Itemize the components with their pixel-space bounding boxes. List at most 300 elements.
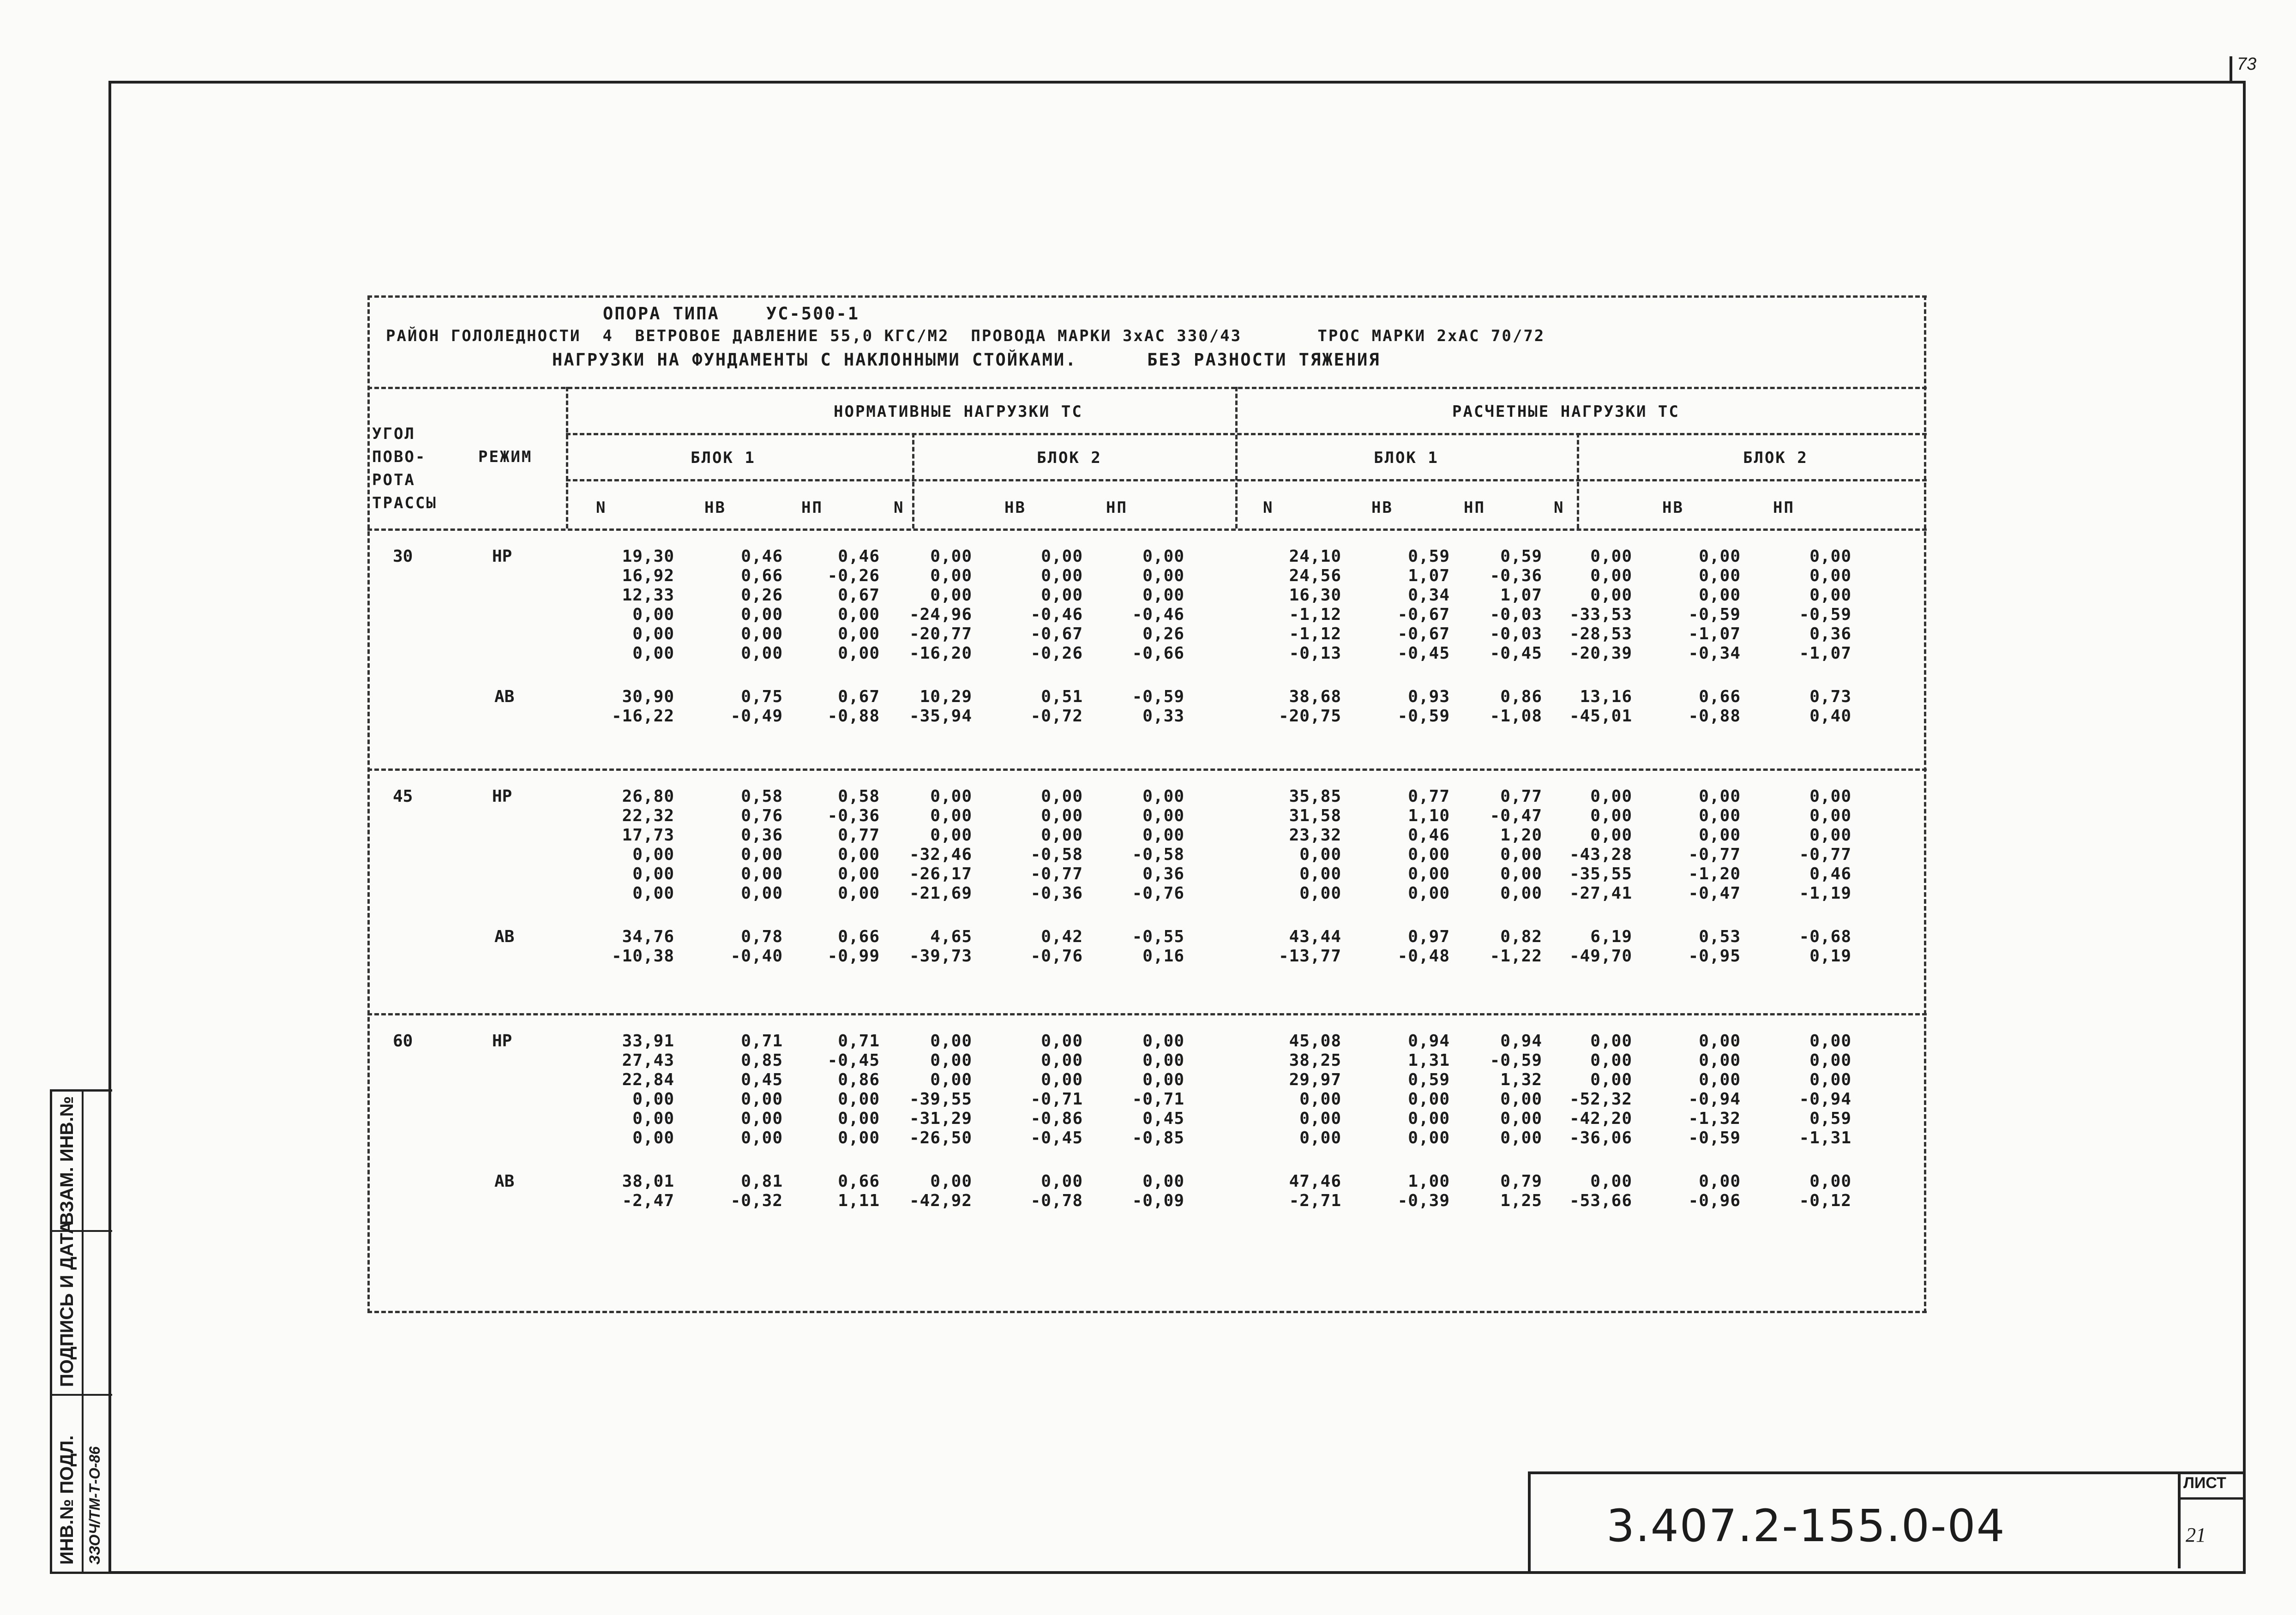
table-cell: -0,45	[1397, 644, 1450, 663]
table-cell: -0,32	[730, 1191, 783, 1210]
stamp-inv-podl-label: ИНВ.№ ПОДЛ.	[57, 1435, 77, 1565]
table-cell: 0,00	[930, 806, 972, 825]
table-cell: 24,10	[1289, 547, 1341, 566]
column-subheader: НВ	[1004, 498, 1026, 517]
table-cell: -0,34	[1688, 644, 1741, 663]
table-cell: -49,70	[1569, 947, 1632, 966]
table-cell: -0,40	[730, 947, 783, 966]
table-cell: -0,59	[1490, 1051, 1542, 1070]
table-cell: -0,67	[1397, 605, 1450, 624]
table-cell: 0,66	[1699, 687, 1741, 706]
table-cell: 0,46	[1809, 865, 1851, 883]
table-cell: 0,00	[1699, 547, 1741, 566]
table-cell: 0,53	[1699, 927, 1741, 946]
table-cell: 1,07	[1500, 586, 1542, 605]
table-cell: -0,12	[1799, 1191, 1851, 1210]
table-cell: 0,00	[1041, 566, 1083, 585]
table-cell: -20,77	[909, 624, 972, 643]
table-cell: -36,06	[1569, 1129, 1632, 1147]
table-cell: 38,01	[622, 1172, 674, 1191]
table-cell: 0,00	[1299, 884, 1341, 903]
table-cell: 0,94	[1408, 1032, 1450, 1051]
table-cell: 0,00	[1299, 1090, 1341, 1109]
table-cell: -20,39	[1569, 644, 1632, 663]
table-cell: -0,77	[1799, 845, 1851, 864]
corner-tick	[2230, 56, 2232, 83]
table-cell: 0,00	[1699, 1070, 1741, 1089]
table-cell: 0,00	[1142, 1051, 1184, 1070]
table-cell: 0,00	[632, 644, 674, 663]
table-cell: 0,34	[1408, 586, 1450, 605]
table-cell: 0,00	[1408, 865, 1450, 883]
table-cell: 0,00	[741, 1090, 783, 1109]
header-vrule	[566, 387, 568, 528]
table-cell: 0,59	[1408, 1070, 1450, 1089]
table-cell: 34,76	[622, 927, 674, 946]
table-cell: -0,59	[1799, 605, 1851, 624]
group-separator	[367, 768, 1927, 771]
table-cell: -0,71	[1132, 1090, 1184, 1109]
table-cell: -0,45	[827, 1051, 880, 1070]
table-cell: -0,71	[1030, 1090, 1083, 1109]
header-rule	[566, 479, 1927, 481]
table-cell: 1,10	[1408, 806, 1450, 825]
table-cell: 0,00	[838, 624, 880, 643]
table-cell: 0,00	[741, 865, 783, 883]
table-cell: 16,30	[1289, 586, 1341, 605]
table-border-left	[367, 295, 370, 1313]
table-cell: -13,77	[1278, 947, 1341, 966]
table-cell: -2,71	[1289, 1191, 1341, 1210]
table-cell: -53,66	[1569, 1191, 1632, 1210]
table-cell: -0,46	[1132, 605, 1184, 624]
table-cell: 29,97	[1289, 1070, 1341, 1089]
table-cell: 0,81	[741, 1172, 783, 1191]
table-cell: 0,00	[1142, 1172, 1184, 1191]
table-cell: -1,32	[1688, 1109, 1741, 1128]
table-cell: -1,20	[1688, 865, 1741, 883]
table-cell: 0,00	[632, 605, 674, 624]
table-cell: -0,96	[1688, 1191, 1741, 1210]
table-cell: 45,08	[1289, 1032, 1341, 1051]
corner-page-number: 73	[2237, 54, 2257, 74]
table-cell: 0,00	[1699, 787, 1741, 806]
table-cell: 0,00	[741, 845, 783, 864]
column-subheader: N	[894, 498, 905, 517]
table-cell: -39,55	[909, 1090, 972, 1109]
mode-label: НР	[492, 547, 512, 566]
table-cell: -0,49	[730, 707, 783, 726]
column-subheader: НВ	[1662, 498, 1684, 517]
table-cell: 0,00	[1500, 1109, 1542, 1128]
column-subheader: N	[1263, 498, 1274, 517]
table-cell: 0,73	[1809, 687, 1851, 706]
table-cell: 0,00	[1699, 586, 1741, 605]
sheet-label: ЛИСТ	[2183, 1474, 2226, 1492]
table-cell: 22,32	[622, 806, 674, 825]
table-cell: 0,58	[838, 787, 880, 806]
col-mode: РЕЖИМ	[478, 448, 533, 466]
table-cell: 0,00	[838, 605, 880, 624]
table-cell: 0,76	[741, 806, 783, 825]
table-cell: 0,78	[741, 927, 783, 946]
table-cell: 35,85	[1289, 787, 1341, 806]
table-cell: 0,00	[1408, 1129, 1450, 1147]
table-cell: 0,45	[741, 1070, 783, 1089]
table-cell: -0,36	[1490, 566, 1542, 585]
table-cell: -0,13	[1289, 644, 1341, 663]
normative-loads-title: НОРМАТИВНЫЕ НАГРУЗКИ ТС	[834, 402, 1083, 421]
table-cell: 0,00	[1041, 1070, 1083, 1089]
table-cell: 0,00	[632, 1090, 674, 1109]
table-cell: -0,77	[1030, 865, 1083, 883]
table-cell: 0,00	[632, 1109, 674, 1128]
table-cell: 0,00	[1142, 787, 1184, 806]
table-cell: -1,07	[1799, 644, 1851, 663]
table-cell: -0,72	[1030, 707, 1083, 726]
table-cell: -0,95	[1688, 947, 1741, 966]
table-cell: -26,50	[909, 1129, 972, 1147]
table-cell: -42,92	[909, 1191, 972, 1210]
table-cell: 0,00	[838, 865, 880, 883]
table-cell: 0,00	[838, 1129, 880, 1147]
column-subheader: НП	[1464, 498, 1485, 517]
table-cell: -1,12	[1289, 605, 1341, 624]
table-cell: -0,48	[1397, 947, 1450, 966]
table-cell: 0,58	[741, 787, 783, 806]
table-cell: -0,77	[1688, 845, 1741, 864]
table-cell: 0,00	[1699, 806, 1741, 825]
table-cell: 0,00	[1041, 1032, 1083, 1051]
table-cell: -0,36	[827, 806, 880, 825]
table-cell: 0,00	[1809, 826, 1851, 845]
table-cell: 27,43	[622, 1051, 674, 1070]
table-cell: 0,51	[1041, 687, 1083, 706]
table-cell: 0,00	[930, 826, 972, 845]
table-cell: 0,00	[838, 644, 880, 663]
table-cell: 0,00	[930, 1172, 972, 1191]
table-cell: -27,41	[1569, 884, 1632, 903]
table-cell: 0,00	[741, 624, 783, 643]
table-cell: 26,80	[622, 787, 674, 806]
table-cell: 19,30	[622, 547, 674, 566]
table-cell: 0,00	[1142, 566, 1184, 585]
table-cell: 33,91	[622, 1032, 674, 1051]
table-cell: 6,19	[1590, 927, 1632, 946]
mode-label: АВ	[494, 1172, 515, 1191]
table-cell: 0,00	[1142, 586, 1184, 605]
table-cell: 0,00	[1408, 1109, 1450, 1128]
table-cell: 0,00	[632, 624, 674, 643]
table-cell: 0,46	[741, 547, 783, 566]
table-cell: 0,42	[1041, 927, 1083, 946]
table-cell: -0,99	[827, 947, 880, 966]
table-cell: 4,65	[930, 927, 972, 946]
sheet-number: 21	[2186, 1524, 2206, 1546]
table-cell: -0,47	[1688, 884, 1741, 903]
table-cell: -33,53	[1569, 605, 1632, 624]
table-cell: 0,00	[1299, 1129, 1341, 1147]
column-subheader: НП	[1773, 498, 1795, 517]
table-cell: 0,75	[741, 687, 783, 706]
table-cell: 0,00	[1590, 826, 1632, 845]
table-cell: 0,94	[1500, 1032, 1542, 1051]
table-cell: 1,00	[1408, 1172, 1450, 1191]
table-cell: 0,00	[1041, 586, 1083, 605]
table-cell: 0,00	[1699, 1032, 1741, 1051]
table-cell: 0,67	[838, 687, 880, 706]
table-border-top	[367, 295, 1927, 298]
table-cell: 24,56	[1289, 566, 1341, 585]
document-code: 3.407.2-155.0-04	[1606, 1500, 2006, 1552]
col-angle-l4: ТРАССЫ	[372, 494, 437, 512]
table-cell: 0,00	[1699, 826, 1741, 845]
table-cell: 0,00	[930, 566, 972, 585]
table-cell: 0,66	[741, 566, 783, 585]
table-cell: 31,58	[1289, 806, 1341, 825]
table-cell: 0,00	[930, 547, 972, 566]
table-cell: 0,59	[1500, 547, 1542, 566]
col-angle-l3: РОТА	[372, 471, 415, 489]
table-cell: 0,00	[930, 1032, 972, 1051]
table-cell: 0,00	[838, 884, 880, 903]
column-subheader: НП	[801, 498, 823, 517]
table-cell: -1,08	[1490, 707, 1542, 726]
table-cell: -0,36	[1030, 884, 1083, 903]
table-cell: 0,00	[1809, 1070, 1851, 1089]
table-cell: -0,85	[1132, 1129, 1184, 1147]
table-cell: -32,46	[909, 845, 972, 864]
table-cell: 0,45	[1142, 1109, 1184, 1128]
table-cell: 0,00	[741, 1109, 783, 1128]
table-cell: -42,20	[1569, 1109, 1632, 1128]
table-cell: -21,69	[909, 884, 972, 903]
mode-label: АВ	[494, 927, 515, 946]
table-cell: -0,59	[1132, 687, 1184, 706]
column-subheader: НП	[1106, 498, 1128, 517]
table-cell: -0,67	[1397, 624, 1450, 643]
table-cell: 0,00	[1142, 806, 1184, 825]
table-cell: -0,67	[1030, 624, 1083, 643]
table-cell: 0,00	[1041, 787, 1083, 806]
table-cell: -16,22	[611, 707, 674, 726]
table-cell: 0,00	[1299, 1109, 1341, 1128]
col-angle-l1: УГОЛ	[372, 425, 415, 443]
table-cell: 0,00	[1590, 787, 1632, 806]
table-cell: 0,85	[741, 1051, 783, 1070]
table-cell: 0,00	[1041, 826, 1083, 845]
table-cell: 0,26	[741, 586, 783, 605]
header-rule	[367, 387, 1927, 389]
table-cell: -45,01	[1569, 707, 1632, 726]
header-vrule	[1577, 433, 1579, 528]
table-cell: 22,84	[622, 1070, 674, 1089]
stamp-divider	[82, 1092, 84, 1572]
table-cell: -20,75	[1278, 707, 1341, 726]
table-cell: 0,67	[838, 586, 880, 605]
table-cell: -2,47	[622, 1191, 674, 1210]
table-cell: 0,46	[1408, 826, 1450, 845]
table-cell: -0,58	[1030, 845, 1083, 864]
table-cell: 0,00	[1041, 1051, 1083, 1070]
table-cell: 0,00	[1809, 1172, 1851, 1191]
table-cell: -0,09	[1132, 1191, 1184, 1210]
table-cell: 0,00	[1500, 1129, 1542, 1147]
table-cell: 0,00	[1299, 865, 1341, 883]
table-cell: 0,26	[1142, 624, 1184, 643]
mode-label: НР	[492, 787, 512, 806]
table-cell: -1,22	[1490, 947, 1542, 966]
table-cell: -0,26	[1030, 644, 1083, 663]
stamp-sign-date-label: ПОДПИСЬ И ДАТА	[57, 1220, 77, 1387]
column-subheader: НВ	[704, 498, 726, 517]
table-cell: 1,20	[1500, 826, 1542, 845]
design-block2-title: БЛОК 2	[1743, 449, 1808, 467]
table-cell: 38,25	[1289, 1051, 1341, 1070]
norm-block1-title: БЛОК 1	[691, 449, 756, 467]
table-cell: 0,77	[1408, 787, 1450, 806]
table-cell: -0,66	[1132, 644, 1184, 663]
table-cell: 0,00	[1041, 1172, 1083, 1191]
table-cell: 0,00	[1809, 1032, 1851, 1051]
table-cell: 0,00	[1408, 884, 1450, 903]
table-cell: 0,00	[741, 1129, 783, 1147]
table-cell: 0,86	[1500, 687, 1542, 706]
mode-label: НР	[492, 1032, 512, 1051]
table-cell: 0,00	[930, 1070, 972, 1089]
table-cell: 0,00	[1299, 845, 1341, 864]
table-cell: 0,00	[1809, 566, 1851, 585]
design-block1-title: БЛОК 1	[1374, 449, 1439, 467]
table-cell: 0,00	[1500, 884, 1542, 903]
table-cell: 0,36	[741, 826, 783, 845]
table-cell: 0,66	[838, 927, 880, 946]
table-cell: 0,59	[1809, 1109, 1851, 1128]
table-cell: -0,45	[1490, 644, 1542, 663]
table-cell: 0,77	[1500, 787, 1542, 806]
table-cell: 0,93	[1408, 687, 1450, 706]
table-cell: -0,46	[1030, 605, 1083, 624]
table-cell: -28,53	[1569, 624, 1632, 643]
table-cell: 30,90	[622, 687, 674, 706]
table-cell: 17,73	[622, 826, 674, 845]
table-cell: -0,68	[1799, 927, 1851, 946]
table-cell: -39,73	[909, 947, 972, 966]
table-cell: 0,00	[1809, 787, 1851, 806]
stamp-divider	[52, 1394, 112, 1396]
table-cell: -0,78	[1030, 1191, 1083, 1210]
table-cell: 0,86	[838, 1070, 880, 1089]
table-cell: -1,07	[1688, 624, 1741, 643]
table-cell: -24,96	[909, 605, 972, 624]
table-cell: 0,00	[1590, 566, 1632, 585]
left-stamp	[50, 1089, 112, 1574]
table-cell: -0,86	[1030, 1109, 1083, 1128]
table-cell: 0,19	[1809, 947, 1851, 966]
header-vrule	[1235, 387, 1238, 528]
col-angle-l2: ПОВО-	[372, 448, 427, 466]
table-cell: -0,59	[1688, 605, 1741, 624]
table-cell: -0,58	[1132, 845, 1184, 864]
table-cell: 0,00	[838, 1109, 880, 1128]
table-cell: -0,59	[1397, 707, 1450, 726]
table-cell: 0,00	[1500, 865, 1542, 883]
table-cell: 23,32	[1289, 826, 1341, 845]
table-cell: -43,28	[1569, 845, 1632, 864]
angle-value: 30	[393, 547, 413, 566]
table-cell: -10,38	[611, 947, 674, 966]
table-cell: 0,00	[1699, 1172, 1741, 1191]
table-cell: 0,71	[741, 1032, 783, 1051]
table-cell: 0,00	[632, 845, 674, 864]
column-subheader: НВ	[1371, 498, 1393, 517]
table-cell: 0,00	[632, 884, 674, 903]
table-cell: 0,79	[1500, 1172, 1542, 1191]
table-cell: 0,00	[1142, 1070, 1184, 1089]
table-cell: 0,00	[1041, 547, 1083, 566]
table-cell: 0,33	[1142, 707, 1184, 726]
table-cell: -35,94	[909, 707, 972, 726]
table-cell: 0,40	[1809, 707, 1851, 726]
header-line-2: РАЙОН ГОЛОЛЕДНОСТИ 4 ВЕТРОВОЕ ДАВЛЕНИЕ 55,0 КГС/М2 ПРОВОДА МАРКИ 3xАС 330/43 ТРОС МАРКИ 2xАС 70/72	[386, 327, 1545, 345]
header-line-1: ОПОРА ТИПА УС-500-1	[603, 304, 860, 324]
group-separator	[367, 1013, 1927, 1015]
table-cell: 0,66	[838, 1172, 880, 1191]
table-cell: 1,07	[1408, 566, 1450, 585]
table-cell: 38,68	[1289, 687, 1341, 706]
table-cell: 0,00	[1809, 1051, 1851, 1070]
table-cell: 1,31	[1408, 1051, 1450, 1070]
table-cell: 0,71	[838, 1032, 880, 1051]
table-cell: 0,97	[1408, 927, 1450, 946]
table-cell: -26,17	[909, 865, 972, 883]
table-cell: -0,03	[1490, 605, 1542, 624]
table-cell: 0,00	[741, 884, 783, 903]
table-cell: 0,59	[1408, 547, 1450, 566]
table-cell: 0,00	[632, 1129, 674, 1147]
table-cell: -0,55	[1132, 927, 1184, 946]
table-cell: -1,19	[1799, 884, 1851, 903]
table-cell: 0,00	[1408, 1090, 1450, 1109]
table-cell: 0,00	[930, 787, 972, 806]
header-rule	[367, 528, 1927, 531]
design-loads-title: РАСЧЕТНЫЕ НАГРУЗКИ ТС	[1452, 402, 1680, 421]
table-cell: 0,00	[1590, 1051, 1632, 1070]
table-cell: -31,29	[909, 1109, 972, 1128]
table-cell: 16,92	[622, 566, 674, 585]
table-cell: -0,88	[827, 707, 880, 726]
table-cell: 47,46	[1289, 1172, 1341, 1191]
table-cell: 0,00	[1500, 1090, 1542, 1109]
stamp-vzam-label: ВЗАМ. ИНВ.№	[57, 1096, 77, 1225]
table-cell: -0,94	[1688, 1090, 1741, 1109]
norm-block2-title: БЛОК 2	[1037, 449, 1102, 467]
table-cell: 0,00	[1590, 1032, 1632, 1051]
table-cell: 13,16	[1580, 687, 1632, 706]
table-cell: 12,33	[622, 586, 674, 605]
angle-value: 45	[393, 787, 413, 806]
table-cell: -1,12	[1289, 624, 1341, 643]
table-cell: 1,32	[1500, 1070, 1542, 1089]
table-cell: -0,47	[1490, 806, 1542, 825]
table-cell: 1,25	[1500, 1191, 1542, 1210]
table-cell: 0,36	[1809, 624, 1851, 643]
table-cell: 0,82	[1500, 927, 1542, 946]
table-cell: -0,26	[827, 566, 880, 585]
table-cell: 0,00	[1699, 1051, 1741, 1070]
table-cell: 0,00	[1809, 547, 1851, 566]
load-table-printout	[367, 295, 1927, 1314]
